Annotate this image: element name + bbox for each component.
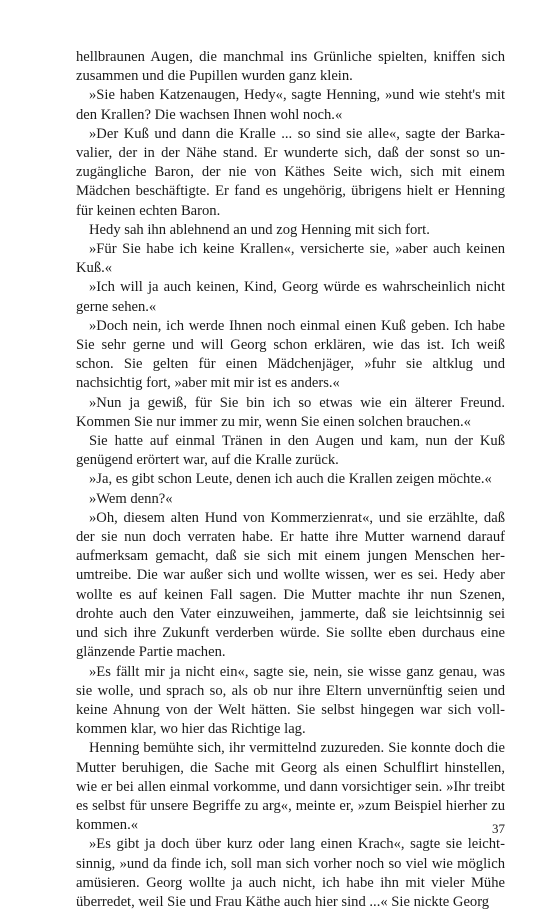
- paragraph: Sie hatte auf einmal Tränen in den Augen und kam, nun der Kuß genügend erörtert war, auf die Kralle zurück.: [76, 433, 505, 469]
- paragraph: »Ja, es gibt schon Leute, denen ich auch die Krallen zeigen möchte.«: [89, 471, 492, 488]
- paragraph: »Es gibt ja doch über kurz oder lang einen Krach«, sagte sie leichtsinnig, »und da finde ich, soll man sich vorher noch so viel wie möglich amüsieren. Georg wollte ja auch nicht, ich habe ihn mit vieler Mühe überredet, weil Sie und Frau Käthe auch hier sind ...« Sie nickte Georg: [76, 836, 505, 910]
- paragraph: »Es fällt mir ja nicht ein«, sagte sie, nein, sie wisse ganz genau, was sie wolle, und sprach so, als ob nur ihre Eltern unvernünftig seien und keine Ahnung von der Welt hätten. Sie selbst hingegen war sich vollkommen klar, wo hier das Richtige lag.: [76, 663, 505, 738]
- page-number: 37: [492, 821, 505, 836]
- paragraph: »Nun ja gewiß, für Sie bin ich so etwas wie ein älterer Freund. Kommen Sie nur immer zu mir, wenn Sie einen solchen brauchen.«: [76, 394, 505, 430]
- paragraph: »Sie haben Katzenaugen, Hedy«, sagte Henning, »und wie steht's mit den Krallen? Die wachsen Ihnen wohl noch.«: [76, 87, 505, 123]
- paragraph: hellbraunen Augen, die manchmal ins Grünliche spielten, kniffen sich zusammen und die Pupillen wurden ganz klein.: [76, 49, 505, 85]
- paragraph: »Oh, diesem alten Hund von Kommerzienrat«, und sie erzählte, daß der sie nun doch verraten habe. Er hatte ihre Mutter warnend darauf aufmerksam gemacht, daß sie sich mit einem jungen Menschen herumtreibe. Die war außer sich und wollte wissen, wer es sei. Hedy aber wollte es auf keinen Fall sagen. Die Mutter machte ihr nun Szenen, drohte auch den Vater einzuweihen, jammerte, daß sie leichtsinnig sei und sich ihre Zukunft verderben würde. Sie sollte eben durchaus eine glänzende Partie machen.: [76, 509, 505, 661]
- paragraph: »Der Kuß und dann die Kralle ... so sind sie alle«, sagte der Barkavalier, der in der Nähe stand. Er wunderte sich, daß der sonst so unzugängliche Baron, der nie von Käthes Seite wich, sich mit einem Mädchen beschäftigte. Er fand es ungehörig, übrigens hielt er Henning für keinen echten Baron.: [76, 125, 505, 219]
- paragraph: Hedy sah ihn ablehnend an und zog Henning mit sich fort.: [89, 221, 430, 238]
- paragraph: »Für Sie habe ich keine Krallen«, versicherte sie, »aber auch keinen Kuß.«: [76, 241, 505, 277]
- paragraph: Henning bemühte sich, ihr vermittelnd zuzureden. Sie konnte doch die Mutter beruhigen, die Sache mit Georg als einen Schulflirt hinstellen, wie er bei allen einmal vorkomme, und dann vorsichtiger sein. »Ihr treibt es selbst für unsere Begriffe zu arg«, meinte er, »zum Beispiel hierher zu kommen.«: [76, 740, 505, 834]
- paragraph: »Doch nein, ich werde Ihnen noch einmal einen Kuß geben. Ich habe Sie sehr gerne und will Georg schon erklären, wie das ist. Ich weiß schon. Sie gelten für einen Mädchenjäger, »fuhr sie altklug und nachsichtig fort, »aber mit mir ist es anders.«: [76, 317, 505, 392]
- paragraph: »Ich will ja auch keinen, Kind, Georg würde es wahrscheinlich nicht gerne sehen.«: [76, 279, 505, 315]
- paragraph: »Wem denn?«: [89, 490, 173, 507]
- body-text: [76, 48, 505, 912]
